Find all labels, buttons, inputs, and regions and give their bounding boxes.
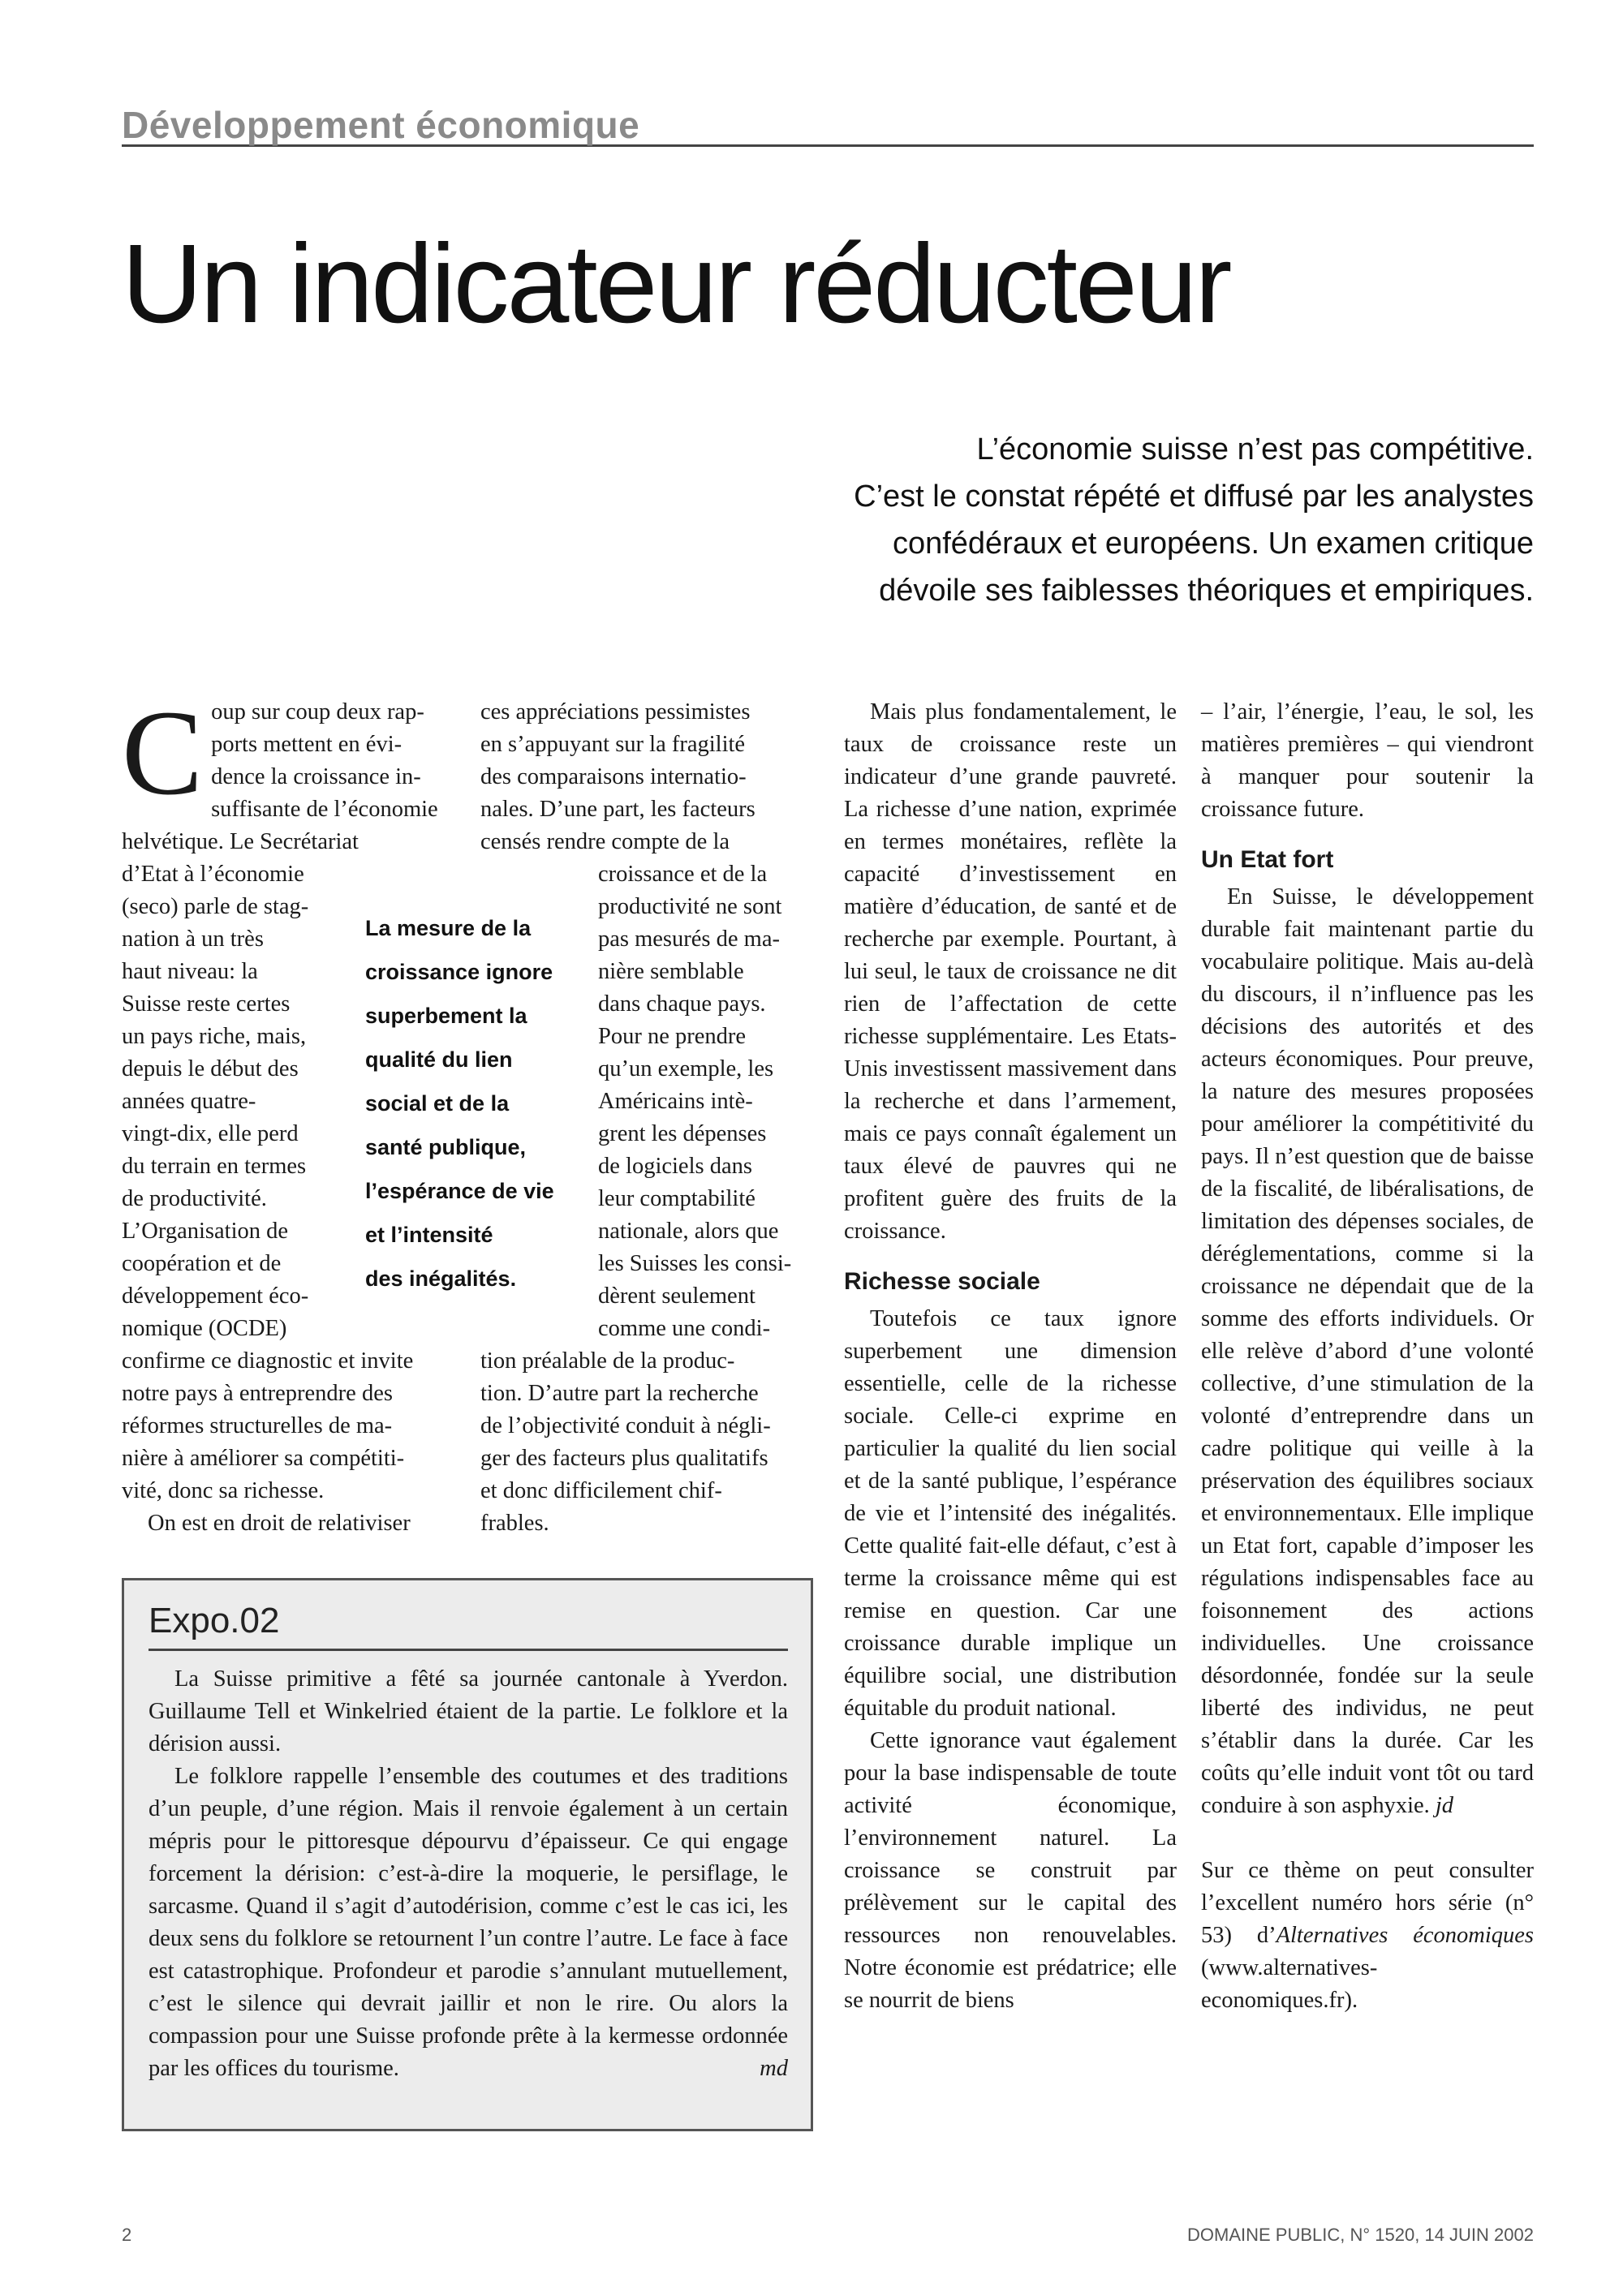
column-4 — [1201, 696, 1534, 2017]
lead-line: C’est le constat répété et diffusé par les analystes — [854, 479, 1534, 514]
section-title: Développement économique — [122, 104, 640, 146]
col1-bottom-lines: confirme ce diagnostic et invite notre pays à entreprendre des réformes structurelles de ma- nière à améliorer sa compétiti- vité, donc sa richesse. On est en droit de relativiser — [122, 1348, 414, 1536]
article-lead — [617, 426, 1534, 614]
lead-line: dévoile ses faiblesses théoriques et empiriques. — [879, 574, 1534, 608]
paragraph: – l’air, l’énergie, l’eau, le sol, les matières premières – qui viendront à manquer pour soutenir la croissance future. — [1201, 699, 1534, 822]
col1-top-lines: oup sur coup deux rap- ports mettent en évi- dence la croissance in- suffisante de l’économie — [211, 699, 438, 822]
reference-note: Sur ce thème on peut consulter l’excellent numéro hors série (n° 53) d’Alternatives économiques (www.alternatives-economiques.fr). — [1201, 1858, 1534, 2013]
paragraph: Le folklore rappelle l’ensemble des coutumes et des traditions d’un peuple, d’une région. Mais il renvoie également à un certain mépris pour le pittoresque dépourvu d’épaisseur. Ce qui engage forcement la dérision: c’est-à-dire la moquerie, le persiflage, le sarcasme. Quand il s’agit d’autodérision, comme c’est le cas ici, les deux sens du folklore se retournent l’un contre l’autre. Le face à face est catastrophique. Profondeur et parodie s’annulant mutuellement, c’est le silence qui devrait jaillir et non le rire. Ou alors la compassion pour une Suisse profonde prête à la kermesse ordonnée par les offices du tourisme. md — [149, 1761, 788, 2085]
box-text — [149, 1663, 788, 2085]
author-signature: jd — [1435, 1793, 1454, 1818]
drop-cap: C — [122, 686, 204, 820]
box-title: Expo.02 — [149, 1601, 280, 1640]
col2-top-lines: ces appréciations pessimistes en s’appuyant sur la fragilité des comparaisons internatio- nales. D’une part, les facteurs censés rendre compte de la — [480, 699, 756, 854]
lead-line: L’économie suisse n’est pas compétitive. — [976, 432, 1534, 467]
sidebar-box-expo02 — [122, 1578, 813, 2131]
paragraph: Toutefois ce taux ignore superbement une dimension essentielle, celle de la richesse sociale. Celle-ci exprime en particulier la qualité du lien social et de la santé publique, l’espérance de vie et l’intensité des inégalités. Cette qualité fait-elle défaut, c’est à terme la croissance même qui est remise en question. Car une croissance durable implique un équilibre social, une distribution équitable du produit national. — [844, 1306, 1177, 1721]
paragraph: Cette ignorance vaut également pour la base indispensable de toute activité économique, l’environnement naturel. La croissance se construit par prélèvement sur le capital des ressources non renouvelables. Notre économie est prédatrice; elle se nourrit de biens — [844, 1728, 1177, 2013]
col1-narrow-lines: d’Etat à l’économie (seco) parle de stag- nation à un très haut niveau: la Suisse reste certes un pays riche, mais, depuis le début des années quatre- vingt-dix, elle perd du terrain en termes de productivité. L’Organisation de coopération et de développement éco- nomique (OCDE) — [122, 862, 309, 1341]
publication-title: Alternatives économiques — [1276, 1923, 1534, 1948]
page-number: 2 — [122, 2225, 132, 2245]
col2-bottom-lines: tion préalable de la produc- tion. D’autre part la recherche de l’objectivité conduit à négli- ger des facteurs plus qualitatifs et donc difficilement chif- frables. — [480, 1348, 771, 1536]
publication-footer: DOMAINE PUBLIC, N° 1520, 14 JUIN 2002 — [1187, 2225, 1534, 2245]
subheading-richesse-sociale: Richesse sociale — [844, 1268, 1040, 1295]
pull-quote: La mesure de la croissance ignore superbement la qualité du lien social et de la santé publique, l’espérance de vie et l’intensité des inégalités. — [365, 916, 554, 1291]
subheading-etat-fort: Un Etat fort — [1201, 846, 1334, 873]
section-header — [122, 105, 1534, 147]
author-signature: md — [760, 2056, 788, 2081]
paragraph: La Suisse primitive a fêté sa journée cantonale à Yverdon. Guillaume Tell et Winkelried étaient de la partie. Le folklore et la dérision aussi. — [149, 1666, 788, 1756]
column-1: C oup sur coup deux rap- ports mettent en évi- dence la croissance in- suffisante de l’économie helvétique. Le Secrétariat d’Etat à l’économie (seco) parle de stag- nation à un très haut niveau: la Suisse reste certes un pays riche, mais, depuis le début des années quatre- vingt-dix, elle perd du terrain en termes de productivité. L’Organisation de coopération et de développement éco- nomique (OCDE) confirme ce diagnostic et invite notre pays à entreprendre des réformes structurelles de ma- nière à améliorer sa compétiti- vité, donc sa richesse. On est en droit de relativiser — [122, 696, 454, 1540]
paragraph: En Suisse, le développement durable fait maintenant partie du vocabulaire politique. Mais au-delà du discours, il n’influence pas les décisions des autorités et des acteurs économiques. Pour preuve, la nature des mesures proposées pour améliorer la compétitivité du pays. Il n’est question que de baisse de la fiscalité, de libéralisations, de limitation des dépenses sociales, de déréglementations, comme si la croissance ne dépendait que de la somme des efforts individuels. Or elle relève d’abord d’une volonté collective, d’une stimulation de la volonté d’entreprendre dans un cadre politique qui veille à la préservation des équilibres sociaux et environnementaux. Elle implique un Etat fort, capable d’imposer les régulations indispensables face au foisonnement des actions individuelles. Une croissance désordonnée, fondée sur la seule liberté des individus, ne peut s’établir dans la durée. Car les coûts qu’elle induit vont tôt ou tard conduire à son asphyxie. jd — [1201, 884, 1534, 1818]
col2-narrow-lines: croissance et de la productivité ne sont pas mesurés de ma- nière semblable dans chaque pays. Pour ne prendre qu’un exemple, les Américains intè- grent les dépenses de logiciels dans leur comptabilité nationale, alors que les Suisses les consi- dèrent seulement comme une condi- — [598, 862, 792, 1341]
article-title: Un indicateur réducteur — [122, 221, 1230, 346]
lead-line: confédéraux et européens. Un examen critique — [892, 527, 1534, 561]
paragraph: Mais plus fondamentalement, le taux de croissance reste un indicateur d’une grande pauvreté. La richesse d’une nation, exprimée en termes monétaires, reflète la capacité d’investissement en matière d’éducation, de santé et de recherche par exemple. Pourtant, à lui seul, le taux de croissance ne dit rien de l’affectation de cette richesse supplémentaire. Les Etats-Unis investissent massivement dans la recherche et dans l’armement, mais ce pays connaît également un taux élevé de pauvres qui ne profitent guère des fruits de la croissance. — [844, 699, 1177, 1244]
box-divider — [149, 1649, 788, 1651]
column-3 — [844, 696, 1177, 2017]
